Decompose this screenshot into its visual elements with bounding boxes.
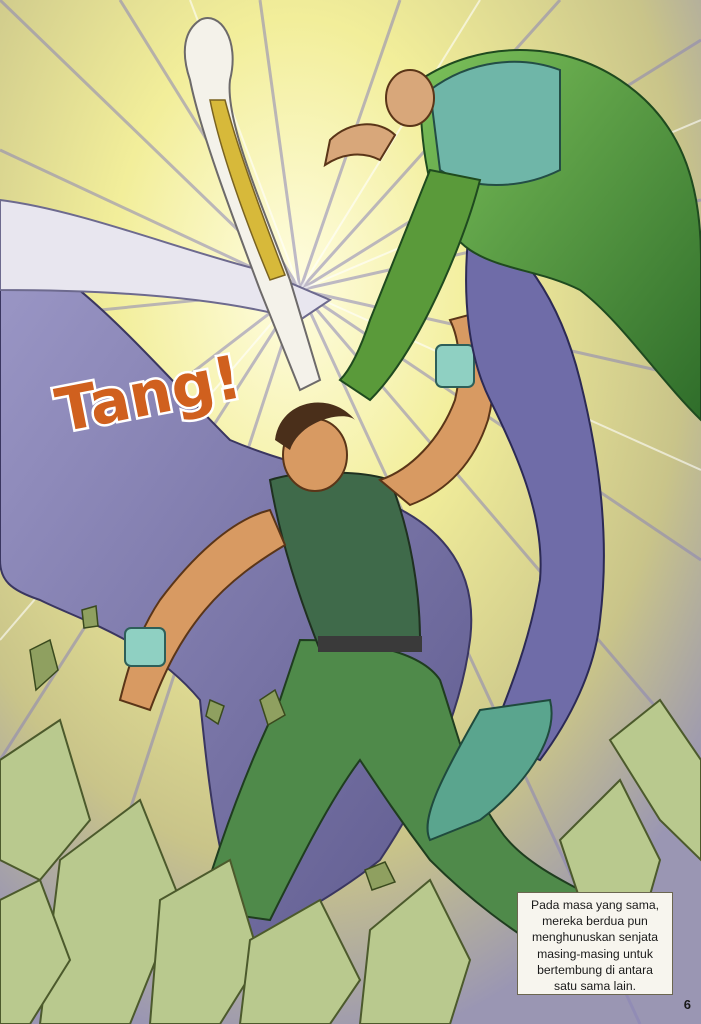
caption-text: Pada masa yang sama, mereka berdua pun menghunuskan senjata masing-masing untuk bertembung di antara satu sama lain. bbox=[530, 898, 660, 994]
page-number: 6 bbox=[683, 997, 691, 1012]
caption-box bbox=[517, 892, 673, 995]
villain-head bbox=[386, 70, 434, 126]
sound-effect-text: Tang! bbox=[50, 342, 248, 447]
hero-belt bbox=[318, 636, 422, 652]
